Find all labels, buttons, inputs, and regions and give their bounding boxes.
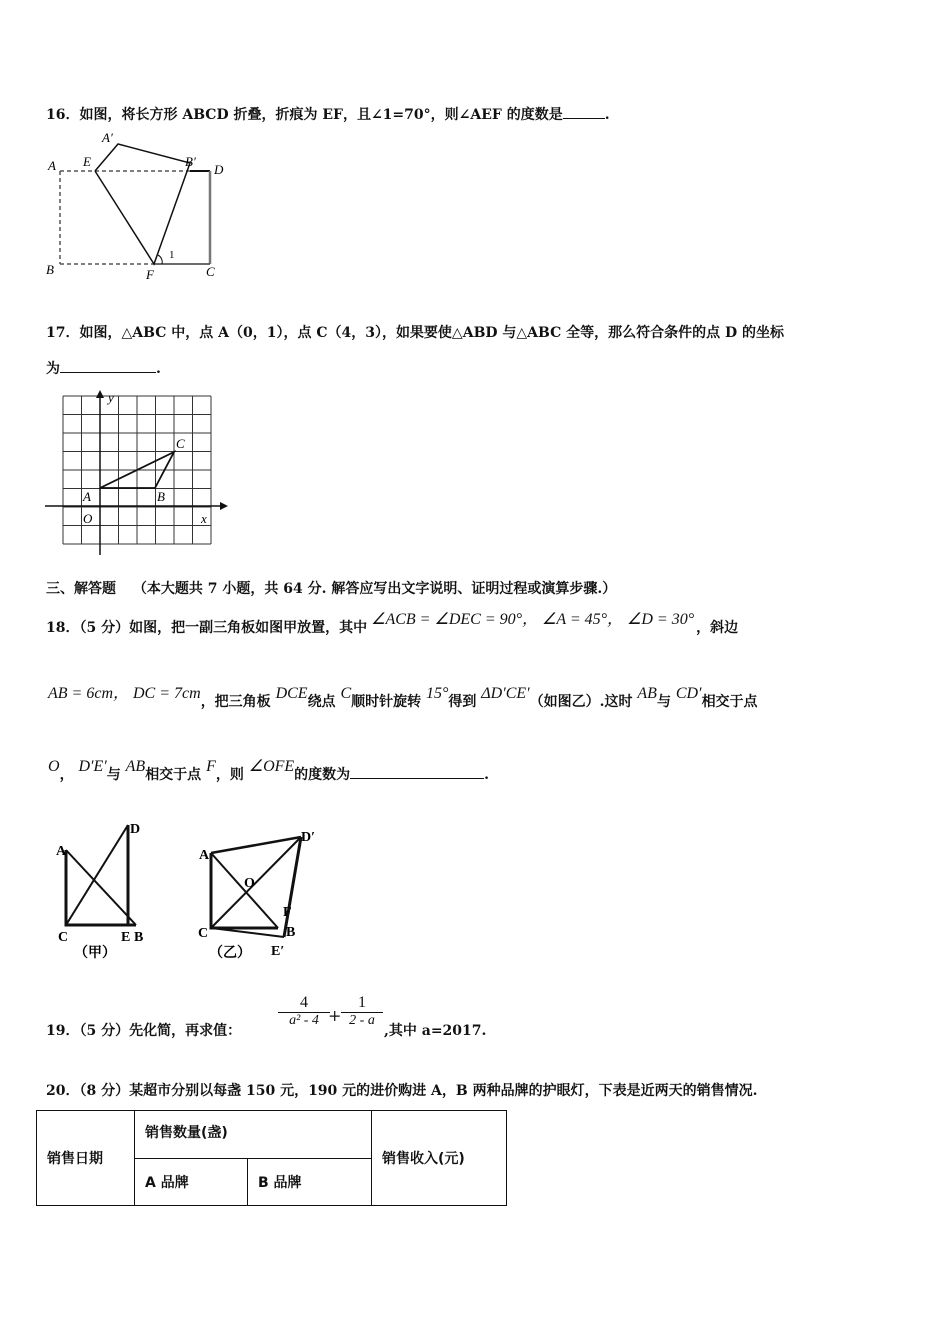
q17-text-1: 17．如图，△ABC 中，点 A（0，1），点 C（4，3），如果要使△ABD 与△ABC 全等，那么符合条件的点 D 的坐标 — [46, 325, 785, 341]
q18-figure-yi — [195, 815, 335, 965]
table-header-brand-a: A 品牌 — [135, 1159, 248, 1206]
q18-line-1: 18．（5 分）如图，把一副三角板如图甲放置，其中 ∠ACB = ∠DEC = 90°， ∠A = 45°， ∠D = 30° ，斜边 — [46, 611, 739, 636]
q18-figure-jia — [50, 815, 160, 965]
section3-heading: 三、解答题 （本大题共 7 小题，共 64 分. 解答应写出文字说明、证明过程或演算步骤.） — [46, 581, 617, 597]
q16-label-E: E — [83, 154, 91, 169]
q18-jia-caption: （甲） — [74, 946, 116, 961]
q18-yi-caption: （乙） — [209, 946, 251, 961]
q18-jia-label-E: E — [121, 930, 131, 945]
q19-text: 19．（5 分）先化简，再求值： — [46, 1023, 242, 1039]
q17-label-x: x — [201, 511, 207, 526]
table-header-income: 销售收入(元) — [372, 1111, 507, 1206]
q19-fraction-1: 4 a² - 4 — [278, 994, 330, 1029]
q17-label-y: y — [108, 390, 114, 405]
q16-figure — [40, 128, 240, 283]
q16-label-angle1: 1 — [169, 249, 175, 261]
q18-jia-label-B: B — [134, 930, 144, 945]
q18-line-3: O， D′E′与 AB相交于点 F，则 ∠OFE的度数为 . — [48, 758, 490, 783]
q19-text-end: ,其中 a=2017. — [384, 1023, 487, 1039]
q17-text-2: 为 . — [46, 361, 161, 377]
table-header-date: 销售日期 — [37, 1111, 135, 1206]
q18-answer-blank — [350, 766, 484, 779]
table-header-brand-b: B 品牌 — [248, 1159, 372, 1206]
q17-label-B: B — [157, 489, 165, 504]
q18-line-2: AB = 6cm， DC = 7cm，把三角板 DCE绕点 C顺时针旋转 15°得到 ΔD′CE′（如图乙）.这时 AB与 CD′相交于点 — [48, 685, 758, 710]
q16-label-A-prime: A′ — [102, 130, 113, 145]
q20-text: 20．（8 分）某超市分别以每盏 150 元，190 元的进价购进 A，B 两种品牌的护眼灯，下表是近两天的销售情况. — [46, 1083, 758, 1099]
q18-yi-label-F: F — [283, 905, 292, 920]
q18-yi-label-C: C — [198, 926, 209, 941]
q18-jia-label-D: D — [130, 822, 141, 837]
q16-label-C: C — [206, 264, 215, 279]
q16-label-A: A — [48, 158, 56, 173]
q19-plus: + — [328, 1006, 342, 1025]
q17-label-O: O — [83, 511, 93, 526]
q17-answer-blank — [60, 360, 156, 373]
q18-yi-label-E-prime: E′ — [271, 944, 285, 959]
q20-sales-table — [36, 1110, 507, 1206]
q18-yi-label-B: B — [286, 925, 296, 940]
q16-label-B-prime: B′ — [185, 154, 196, 169]
q17-figure — [40, 388, 230, 560]
q16-label-B: B — [46, 262, 54, 277]
q18-yi-label-A: A — [199, 848, 210, 863]
q16-label-F: F — [146, 267, 154, 282]
q18-yi-label-O: O — [244, 876, 255, 891]
q18-jia-label-C: C — [58, 930, 69, 945]
q17-label-A: A — [83, 489, 91, 504]
q16-label-D: D — [214, 162, 224, 177]
q16-answer-blank — [563, 106, 605, 119]
q16-text: 16．如图，将长方形 ABCD 折叠，折痕为 EF，且∠1=70°，则∠AEF 的度数是 . — [46, 107, 610, 123]
q18-jia-label-A: A — [56, 844, 67, 859]
q19-fraction-2: 1 2 - a — [341, 994, 383, 1029]
q18-yi-label-D-prime: D′ — [301, 830, 316, 845]
q17-label-C: C — [176, 436, 185, 451]
table-header-quantity: 销售数量(盏) — [135, 1111, 372, 1159]
